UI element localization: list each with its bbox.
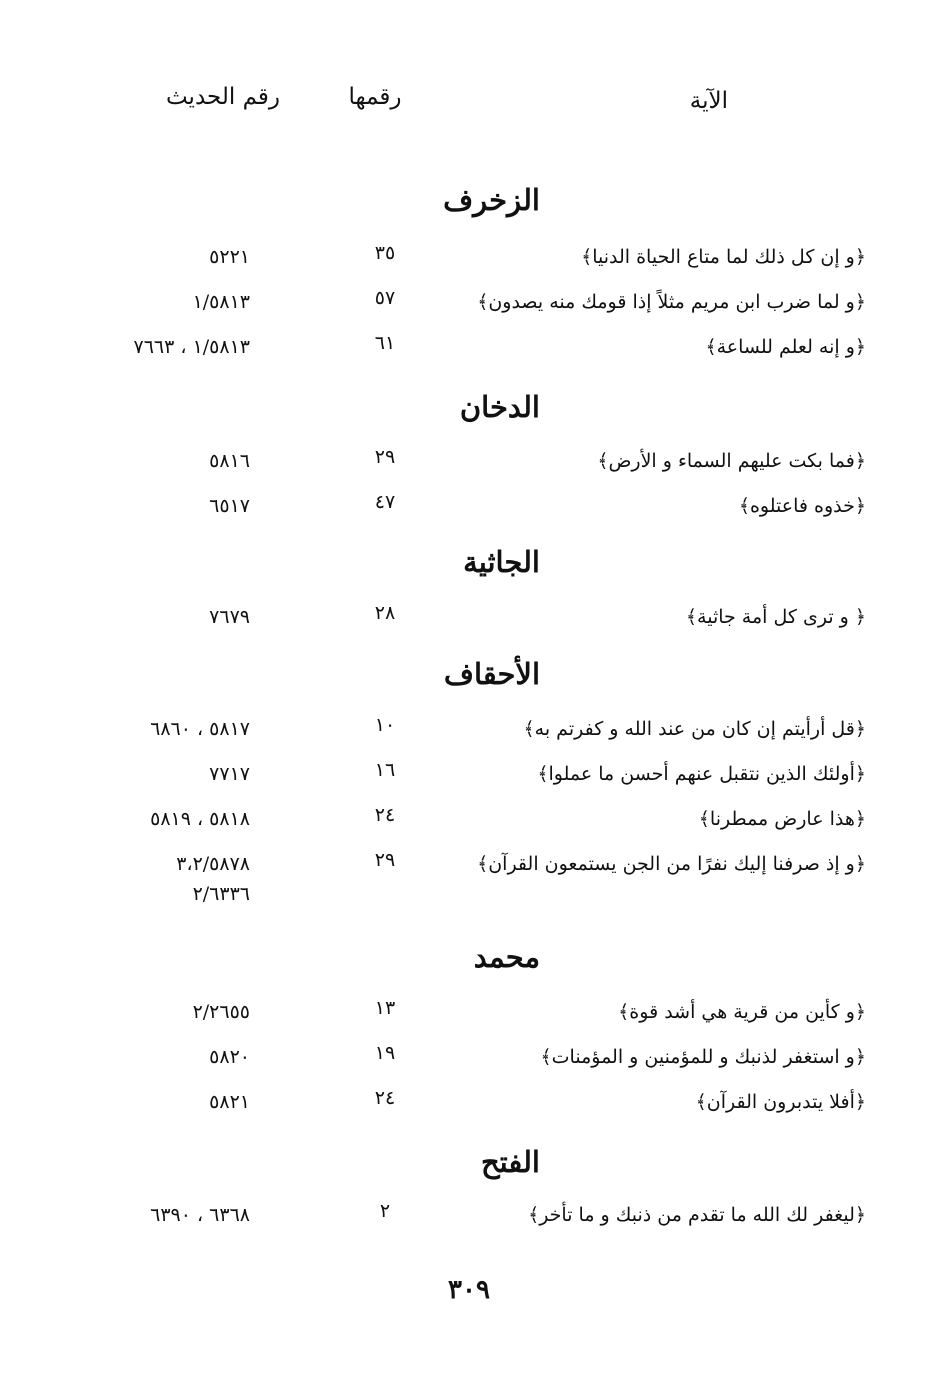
table-row — [0, 849, 938, 923]
hadith-line: ٥٨٢٠ — [209, 1046, 250, 1068]
ayah-number: ١٠ — [374, 714, 396, 736]
ayah-number: ٢ — [379, 1200, 391, 1222]
table-row — [0, 997, 938, 1041]
ayah-text: ﴿و استغفر لذنبك و للمؤمنين و المؤمنات﴾ — [540, 1046, 866, 1068]
table-row — [0, 714, 938, 758]
ayah-number: ١٣ — [374, 997, 396, 1019]
hadith-line: ٥٨١٨ ، ٥٨١٩ — [150, 808, 250, 830]
hadith-numbers — [60, 997, 250, 1027]
table-row — [0, 804, 938, 848]
ayah-text: ﴿أفلا يتدبرون القرآن﴾ — [695, 1091, 866, 1113]
table-row — [0, 446, 938, 490]
ayah-number: ٢٩ — [374, 849, 396, 871]
ayah-number: ٦١ — [374, 332, 396, 354]
hadith-numbers — [60, 446, 250, 476]
hadith-numbers — [60, 287, 250, 317]
hadith-numbers — [60, 332, 250, 362]
table-row — [0, 1200, 938, 1244]
ayah-text: ﴿خذوه فاعتلوه﴾ — [738, 495, 866, 517]
surah-title: الجاثية — [463, 545, 540, 579]
hadith-numbers — [60, 491, 250, 521]
ayah-text: ﴿و لما ضرب ابن مريم مثلاً إذا قومك منه يصدون﴾ — [477, 291, 866, 313]
hadith-numbers — [60, 714, 250, 744]
ayah-text: ﴿هذا عارض ممطرنا﴾ — [698, 808, 866, 830]
ayah-text: ﴿ و ترى كل أمة جاثية﴾ — [685, 606, 866, 628]
ayah-number: ٢٨ — [374, 602, 396, 624]
table-row — [0, 242, 938, 286]
ayah-text: ﴿و إنه لعلم للساعة﴾ — [705, 336, 866, 358]
hadith-line: ١/٥٨١٣ ، ٧٦٦٣ — [133, 336, 250, 358]
hadith-line: ١/٥٨١٣ — [192, 291, 250, 313]
table-row — [0, 602, 938, 646]
hadith-line: ٥٨١٧ ، ٦٨٦٠ — [150, 718, 250, 740]
surah-title: الفتح — [480, 1145, 540, 1179]
ayah-number: ٢٤ — [374, 804, 396, 826]
ayah-text: ﴿و إذ صرفنا إليك نفرًا من الجن يستمعون القرآن﴾ — [477, 853, 866, 875]
hadith-line: ٥٨١٦ — [209, 450, 250, 472]
hadith-line: ٧٧١٧ — [209, 763, 250, 785]
hadith-line: ٦٣٦٨ ، ٦٣٩٠ — [150, 1204, 250, 1226]
ayah-number: ١٦ — [374, 759, 396, 781]
hadith-line: ٥٨٢١ — [209, 1091, 250, 1113]
hadith-line: ٢/٦٣٣٦ — [192, 883, 250, 905]
ayah-number: ٤٧ — [374, 491, 396, 513]
hadith-numbers — [60, 849, 250, 909]
hadith-line: ٥٢٢١ — [209, 246, 250, 268]
ayah-number: ٢٤ — [374, 1087, 396, 1109]
surah-title: الزخرف — [443, 183, 540, 217]
ayah-text: ﴿و كأين من قرية هي أشد قوة﴾ — [618, 1001, 866, 1023]
ayah-text: ﴿و إن كل ذلك لما متاع الحياة الدنيا﴾ — [581, 246, 866, 268]
table-row — [0, 491, 938, 535]
surah-title: الدخان — [459, 390, 540, 424]
table-row — [0, 332, 938, 376]
page-number: ٣٠٩ — [448, 1275, 490, 1305]
surah-title: محمد — [473, 940, 540, 974]
table-row — [0, 759, 938, 803]
surah-title: الأحقاف — [443, 657, 540, 691]
hadith-numbers — [60, 602, 250, 632]
hadith-line: ٢/٢٦٥٥ — [192, 1001, 250, 1023]
ayah-number: ٥٧ — [374, 287, 396, 309]
table-row — [0, 287, 938, 331]
hadith-numbers — [60, 1042, 250, 1072]
hadith-numbers — [60, 1200, 250, 1230]
ayah-number: ١٩ — [374, 1042, 396, 1064]
hadith-line: ٦٥١٧ — [209, 495, 250, 517]
column-header-ayah: الآية — [689, 88, 728, 114]
column-header-hadith: رقم الحديث — [165, 84, 280, 110]
ayah-text: ﴿ليغفر لك الله ما تقدم من ذنبك و ما تأخر﴾ — [528, 1204, 866, 1226]
hadith-line: ٧٦٧٩ — [209, 606, 250, 628]
hadith-line: ٣،٢/٥٨٧٨ — [176, 853, 250, 875]
ayah-text: ﴿قل أرأيتم إن كان من عند الله و كفرتم به﴾ — [523, 718, 866, 740]
table-row — [0, 1087, 938, 1131]
hadith-numbers — [60, 759, 250, 789]
ayah-number: ٣٥ — [374, 242, 396, 264]
ayah-text: ﴿أولئك الذين نتقبل عنهم أحسن ما عملوا﴾ — [537, 763, 866, 785]
ayah-text: ﴿فما بكت عليهم السماء و الأرض﴾ — [597, 450, 866, 472]
hadith-numbers — [60, 242, 250, 272]
column-header-number: رقمها — [348, 84, 402, 110]
ayah-number: ٢٩ — [374, 446, 396, 468]
hadith-numbers — [60, 1087, 250, 1117]
hadith-numbers — [60, 804, 250, 834]
table-row — [0, 1042, 938, 1086]
